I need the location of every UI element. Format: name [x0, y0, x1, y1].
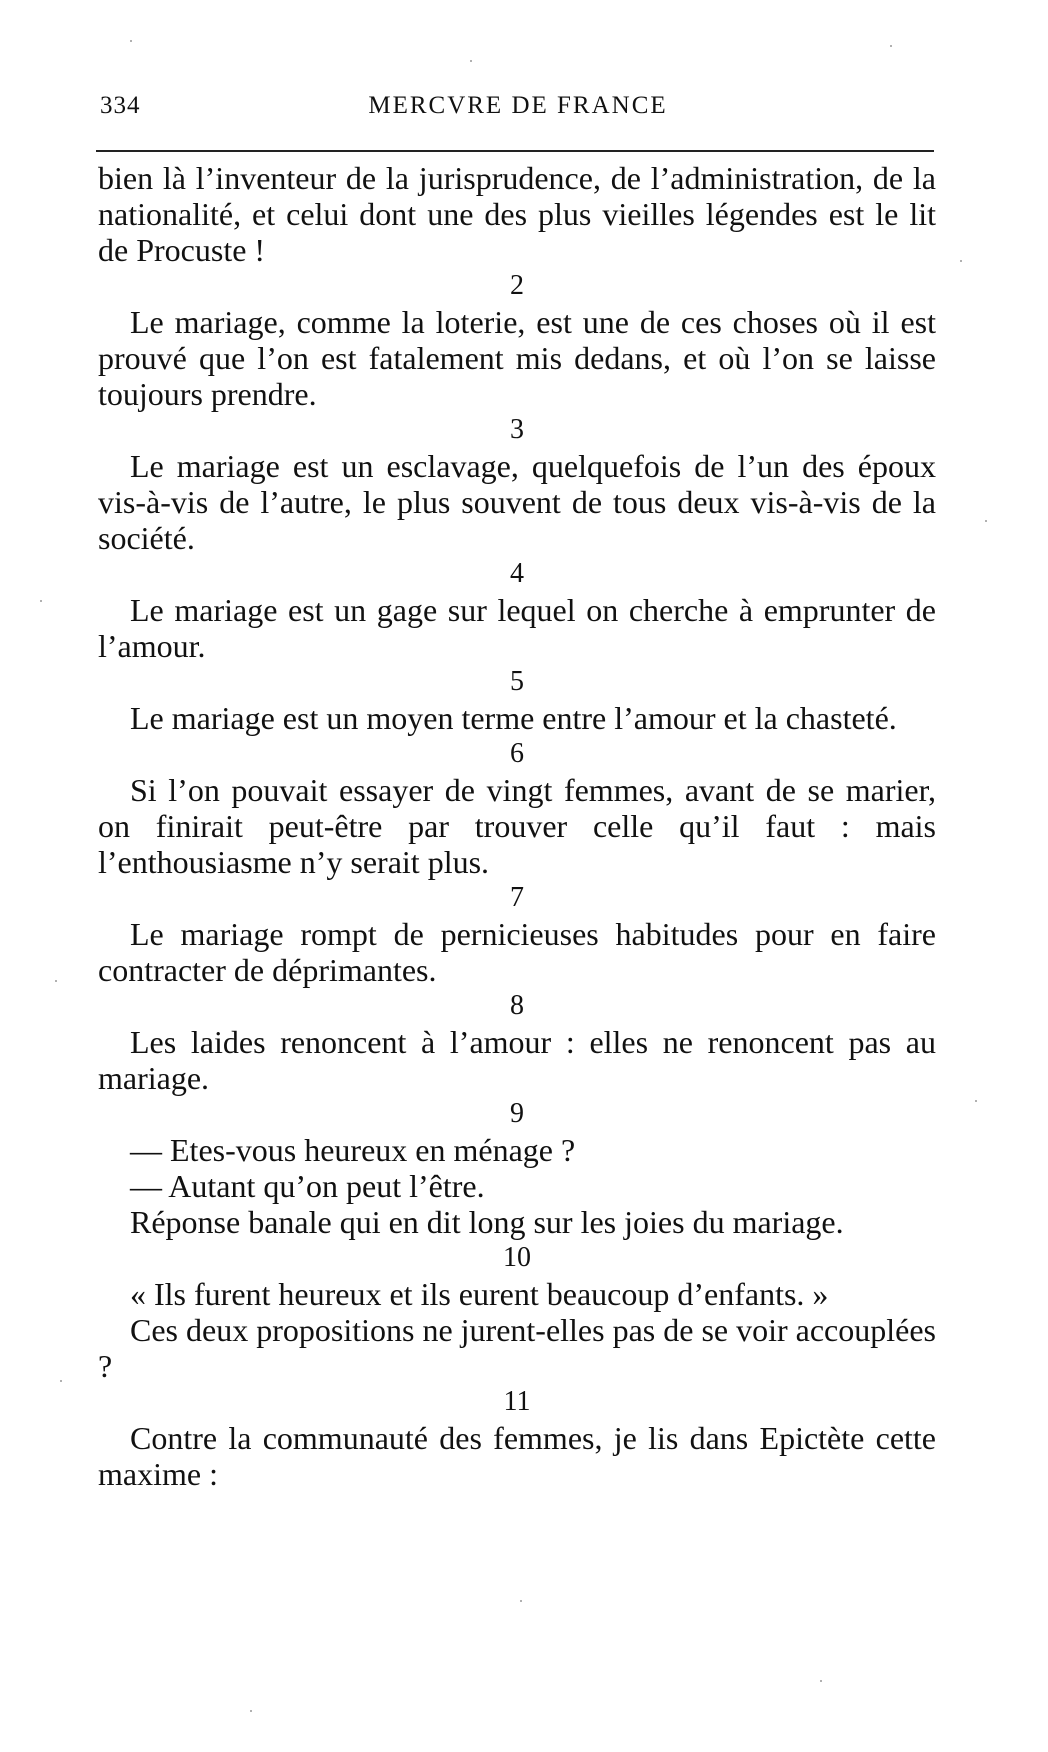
page-header	[100, 92, 936, 132]
maxim-paragraph: Ces deux propositions ne jurent-elles pas de se voir accouplées ?	[98, 1312, 936, 1384]
maxim-paragraph: Le mariage, comme la loterie, est une de ces choses où il est prouvé que l’on est fatalement mis dedans, et où l’on se laisse toujours prendre.	[98, 304, 936, 412]
maxim-paragraph: Réponse banale qui en dit long sur les joies du mariage.	[130, 1204, 844, 1240]
maxim-paragraph: Le mariage est un moyen terme entre l’amour et la chasteté.	[130, 700, 897, 736]
page-number: 334	[100, 92, 141, 119]
section-number: 11	[503, 1386, 531, 1417]
section-number: 10	[503, 1242, 531, 1273]
continuation-paragraph: bien là l’inventeur de la jurisprudence, de l’administration, de la nationalité, et celui dont une des plus vieilles légendes est le lit de Procuste !	[98, 160, 936, 268]
section-number: 6	[510, 738, 524, 769]
maxim-paragraph: Le mariage est un gage sur lequel on cherche à emprunter de l’amour.	[98, 592, 936, 664]
section-number: 4	[510, 558, 524, 589]
section-number: 5	[510, 666, 524, 697]
section-number: 2	[510, 270, 524, 301]
section-number: 7	[510, 882, 524, 913]
maxim-paragraph: Le mariage est un esclavage, quelquefois de l’un des époux vis-à-vis de l’autre, le plus souvent de tous deux vis-à-vis de la société.	[98, 448, 936, 556]
maxim-paragraph: Le mariage rompt de pernicieuses habitudes pour en faire contracter de déprimantes.	[98, 916, 936, 988]
section-number: 3	[510, 414, 524, 445]
quote-paragraph: « Ils furent heureux et ils eurent beaucoup d’enfants. »	[130, 1276, 829, 1312]
dialogue-line: — Autant qu’on peut l’être.	[130, 1168, 485, 1204]
maxim-paragraph: Si l’on pouvait essayer de vingt femmes, avant de se marier, on finirait peut-être par trouver celle qu’il faut : mais l’enthousiasme n’y serait plus.	[98, 772, 936, 880]
page-body	[98, 160, 936, 1492]
section-number: 9	[510, 1098, 524, 1129]
running-title: MERCVRE DE FRANCE	[368, 92, 668, 119]
section-number: 8	[510, 990, 524, 1021]
maxim-paragraph: Contre la communauté des femmes, je lis dans Epictète cette maxime :	[98, 1420, 936, 1492]
header-rule	[96, 150, 934, 152]
dialogue-line: — Etes-vous heureux en ménage ?	[130, 1132, 576, 1168]
maxim-paragraph: Les laides renoncent à l’amour : elles ne renoncent pas au mariage.	[98, 1024, 936, 1096]
